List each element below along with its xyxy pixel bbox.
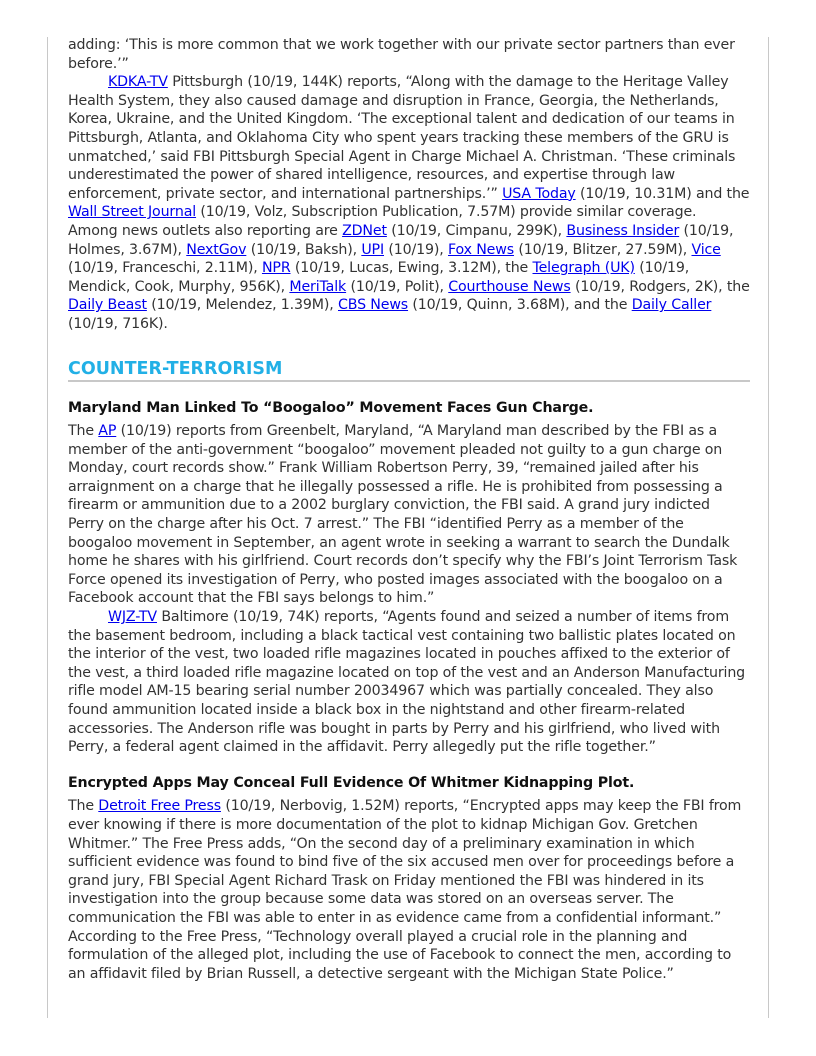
story-headline-boogaloo: Maryland Man Linked To “Boogaloo” Movement Faces Gun Charge. — [68, 399, 594, 416]
link-telegraph-uk[interactable]: Telegraph (UK) — [532, 260, 635, 277]
link-npr[interactable]: NPR — [261, 260, 291, 277]
link-cbs-news[interactable]: CBS News — [338, 297, 409, 314]
kdka-paragraph: KDKA-TV Pittsburgh (10/19, 144K) reports, “Along with the damage to the Heritage Valley Health System, they also caused damage and disruption in France, Georgia, the Netherlands, Korea, Ukraine, and the United Kingdom. ‘The exceptional talent and dedication of our teams in Pittsburgh, Atlanta, and Oklahoma City who spent years tracking these members of the GRU is unmatched,’ said FBI Pittsburgh Special Agent in Charge Michael A. Christman. ‘These criminals underestimated the power of shared intelligence, resources, and expertise through law enforcement, private sector, and international partnerships.’” USA Today (10/19, 10.31M) and the Wall Street Journal (10/19, Volz, Subscription Publication, 7.57M) provide similar coverage. Among news outlets also reporting are ZDNet (10/19, Cimpanu, 299K), Business Insider (10/19, Holmes, 3.67M), NextGov (10/19, Baksh), UPI (10/19), Fox News (10/19, Blitzer, 27.59M), Vice (10/19, Franceschi, 2.11M), NPR (10/19, Lucas, Ewing, 3.12M), the Telegraph (UK) (10/19, Mendick, Cook, Murphy, 956K), MeriTalk (10/19, Polit), Courthouse News (10/19, Rodgers, 2K), the Daily Beast (10/19, Melendez, 1.39M), CBS News (10/19, Quinn, 3.68M), and the Daily Caller (10/19, 716K). — [68, 74, 750, 332]
continuation-paragraph: adding: ‘This is more common that we work together with our private sector partners than ever before.’” — [68, 37, 735, 72]
story-paragraph-detroit-free-press: The Detroit Free Press (10/19, Nerbovig, 1.52M) reports, “Encrypted apps may keep the FBI from ever knowing if there is more documentation of the plot to kidnap Michigan Gov. Gretchen Whitmer.” The Free Press adds, “On the second day of a preliminary examination in which sufficient evidence was found to bind five of the six accused men over for proceedings before a grand jury, FBI Special Agent Richard Trask on Friday mentioned the FBI was hindered in its investigation into the group because some data was stored on an overseas server. The communication the FBI was able to enter in as evidence came from a confidential informant.” According to the Free Press, “Technology overall played a crucial role in the planning and formulation of the alleged plot, including the use of Facebook to connect the men, according to an affidavit filed by Brian Russell, a detective sergeant with the Michigan State Police.” — [68, 798, 742, 982]
story-headline-whitmer: Encrypted Apps May Conceal Full Evidence Of Whitmer Kidnapping Plot. — [68, 774, 635, 791]
link-detroit-free-press[interactable]: Detroit Free Press — [98, 798, 221, 815]
link-wjz-tv[interactable]: WJZ-TV — [108, 609, 157, 626]
story-paragraph-ap: The AP (10/19) reports from Greenbelt, Maryland, “A Maryland man described by the FBI as a member of the anti-government “boogaloo” movement pleaded not guilty to a gun charge on Monday, court records show.” Frank William Robertson Perry, 39, “remained jailed after his arraignment on a charge that he illegally possessed a rifle. He is prohibited from possessing a firearm or ammunition due to a 2002 burglary conviction, the FBI said. A grand jury indicted Perry on the charge after his Oct. 7 arrest.” The FBI “identified Perry as a member of the boogaloo movement in September, an agent wrote in seeking a warrant to search the Dundalk home he shares with his girlfriend. Court records don’t specify why the FBI’s Joint Terrorism Task Force opened its investigation of Perry, who posted images associated with the boogaloo on a Facebook account that the FBI says belongs to him.” — [68, 423, 738, 607]
link-meritalk[interactable]: MeriTalk — [289, 278, 347, 295]
document-body — [68, 36, 750, 983]
link-daily-caller[interactable]: Daily Caller — [631, 297, 712, 314]
link-usa-today[interactable]: USA Today — [502, 185, 576, 202]
link-fox-news[interactable]: Fox News — [448, 241, 514, 258]
link-daily-beast[interactable]: Daily Beast — [68, 297, 147, 314]
story-paragraph-wjz: WJZ-TV Baltimore (10/19, 74K) reports, “Agents found and seized a number of items from the basement bedroom, including a black tactical vest containing two ballistic plates located on the interior of the vest, two loaded rifle magazines located in pouches affixed to the exterior of the vest, a third loaded rifle magazine located on top of the vest and an Anderson Manufacturing rifle model AM-15 bearing serial number 20034967 which was partially concealed. They also found ammunition located inside a black box in the nightstand and other firearm-related accessories. The Anderson rifle was bought in parts by Perry and his girlfriend, who lived with Perry, a federal agent claimed in the affidavit. Perry allegedly put the rifle together.” — [68, 609, 746, 756]
link-nextgov[interactable]: NextGov — [186, 241, 247, 258]
section-title-counter-terrorism: COUNTER-TERRORISM — [68, 358, 750, 382]
link-ap[interactable]: AP — [98, 423, 117, 440]
link-upi[interactable]: UPI — [361, 241, 384, 258]
link-wall-street-journal[interactable]: Wall Street Journal — [68, 204, 197, 221]
link-kdka-tv[interactable]: KDKA-TV — [108, 74, 168, 91]
link-zdnet[interactable]: ZDNet — [342, 222, 387, 239]
link-courthouse-news[interactable]: Courthouse News — [448, 278, 571, 295]
link-business-insider[interactable]: Business Insider — [566, 222, 680, 239]
link-vice[interactable]: Vice — [691, 241, 721, 258]
